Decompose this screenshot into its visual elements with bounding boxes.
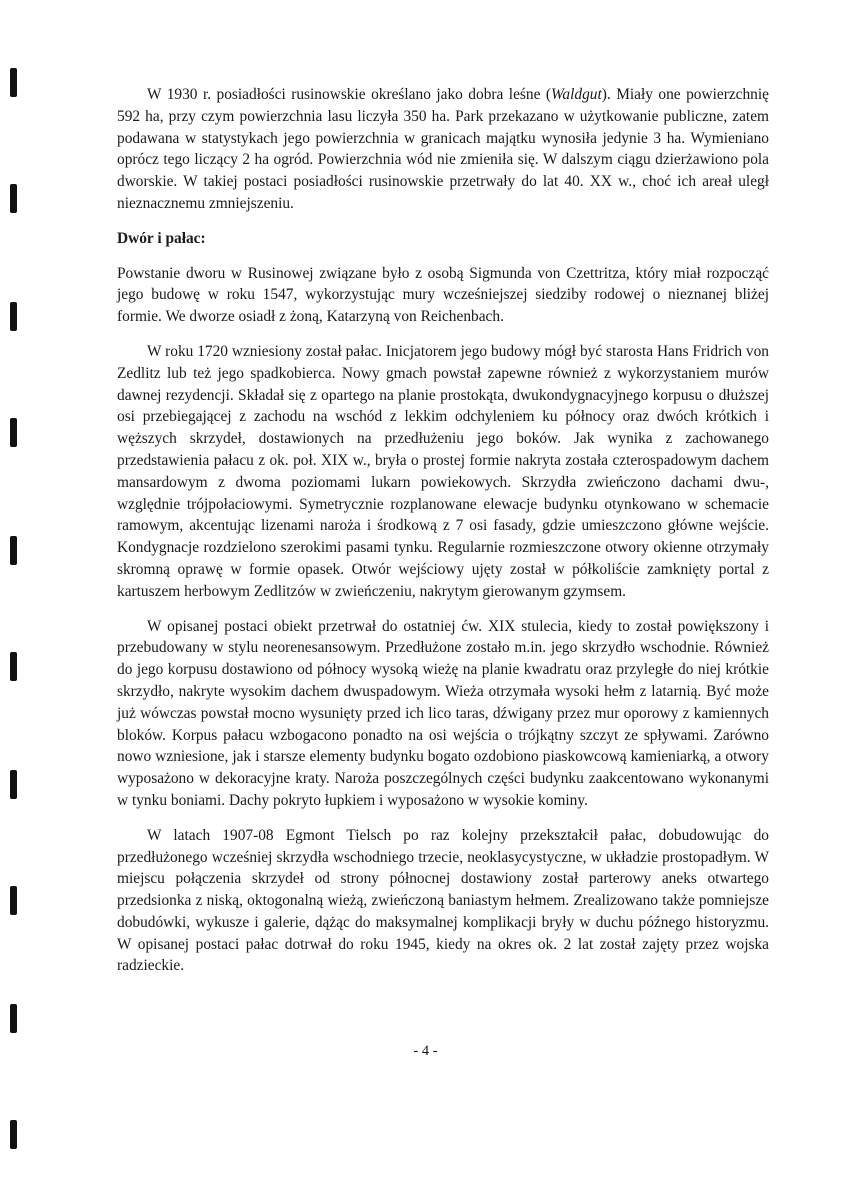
paragraph-palace-1720: W roku 1720 wzniesiony został pałac. Inicjatorem jego budowy mógł być starosta Hans Fridrich von Zedlitz lub też jego spadkobierca. Nowy gmach powstał zapewne również z wykorzystaniem murów dawnej rezydencji. Składał się z opartego na planie prostokąta, dwukondygnacyjnego korpusu o dłuższej osi przebiegającej z zachodu na wschód z lekkim odchyleniem ku północy oraz dwóch krótkich i węższych skrzydeł, dostawionych na przedłużeniu jego boków. Jak wynika z zachowanego przedstawienia pałacu z ok. poł. XIX w., bryła o prostej formie nakryta została czterospadowym dachem mansardowym z dwoma poziomami lukarn powiekowych. Skrzydła zwieńczono dachami dwu-, względnie trójpołaciowymi. Symetrycznie rozplanowane elewacje budynku otynkowano w schemacie ramowym, akcentując lizenami naroża i środkową z 7 osi fasady, gdzie umieszczono główne wejście. Kondygnacje rozdzielono szerokimi pasami tynku. Regularnie rozmieszczone otwory okienne otrzymały skromną oprawę w formie opasek. Otwór wejściowy ujęty został w półkoliście zamknięty portal z kartuszem herbowym Zedlitzów w zwieńczeniu, nakrytym gierowanym gzymsem. [117,342,769,600]
paragraph-text: ). Miały one powierzchnię 592 ha, przy czym powierzchnia lasu liczyła 350 ha. Park przekazano w użytkowanie publiczne, zatem podawana w statystykach jego powierzchnia w granicach majątku wynosiła jedynie 3 ha. Wymieniano oprócz tego liczący 2 ha ogród. Powierzchnia wód nie zmieniła się. W dalszym ciągu dzierżawiono pola dworskie. W takiej postaci posiadłości rusinowskie przetrwały do lat 40. XX w., choć ich areał uległ nieznacznemu zmniejszeniu. [117,86,769,212]
binder-hole-mark [10,418,17,447]
section-heading: Dwór i pałac: [117,229,206,247]
paragraph-text: W 1930 r. posiadłości rusinowskie określano jako dobra leśne ( [147,86,552,103]
paragraph-land-1930 [117,84,769,215]
paragraph-1907-rebuild: W latach 1907-08 Egmont Tielsch po raz kolejny przekształcił pałac, dobudowując do przedłużonego wcześniej skrzydła wschodniego trzecie, neoklasycystyczne, w układzie prostopadłym. W miejscu połączenia skrzydeł od strony północnej dostawiony został parterowy aneks otwartego przedsionka z niską, oktogonalną wieżą, zwieńczoną baniastym hełmem. Zrealizowano także pomniejsze dobudówki, wykusze i galerie, dążąc do maksymalnej komplikacji bryły w duchu późnego historyzmu. W opisanej postaci pałac dotrwał do roku 1945, kiedy na okres ok. 2 lat został zajęty przez wojska radzieckie. [117,826,769,975]
document-body [117,84,769,990]
binder-hole-mark [10,1120,17,1149]
binder-hole-mark [10,184,17,213]
binder-hole-mark [10,886,17,915]
paragraph-manor-origin: Powstanie dworu w Rusinowej związane było z osobą Sigmunda von Czettritza, który miał rozpocząć jego budowę w roku 1547, wykorzystując mury wcześniejszej siedziby rodowej o nieznanej bliżej formie. We dworze osiadł z żoną, Katarzyną von Reichenbach. [117,264,769,326]
page-number: - 4 - [413,1043,438,1059]
binder-hole-mark [10,68,17,97]
binder-hole-mark [10,302,17,331]
binder-hole-mark [10,536,17,565]
italic-term: Waldgut [551,86,602,103]
binder-hole-mark [10,1004,17,1033]
binder-hole-mark [10,770,17,799]
paragraph-neorenaissance: W opisanej postaci obiekt przetrwał do ostatniej ćw. XIX stulecia, kiedy to został powiększony i przebudowany w stylu neorenesansowym. Przedłużone zostało m.in. jego skrzydło wschodnie. Również do jego korpusu dostawiono od północy wysoką wieżę na planie kwadratu oraz przyległe do niej krótkie skrzydło, nakryte wysokim dachem dwuspadowym. Wieża otrzymała wysoki hełm z latarnią. Być może już wówczas powstał mocno wysunięty przed ich lico taras, dźwigany przez mur oporowy z kamiennych bloków. Korpus pałacu wzbogacono ponadto na osi wejścia o trójkątny szczyt ze spływami. Zarówno nowo wzniesione, jak i starsze elementy budynku bogato ozdobiono piaskowcową kamieniarką, a otwory wyposażono w dekoracyjne kraty. Naroża poszczególnych części budynku zaakcentowano wykonanymi w tynku boniami. Dachy pokryto łupkiem i wyposażono w wysokie kominy. [117,617,769,809]
binder-hole-mark [10,652,17,681]
